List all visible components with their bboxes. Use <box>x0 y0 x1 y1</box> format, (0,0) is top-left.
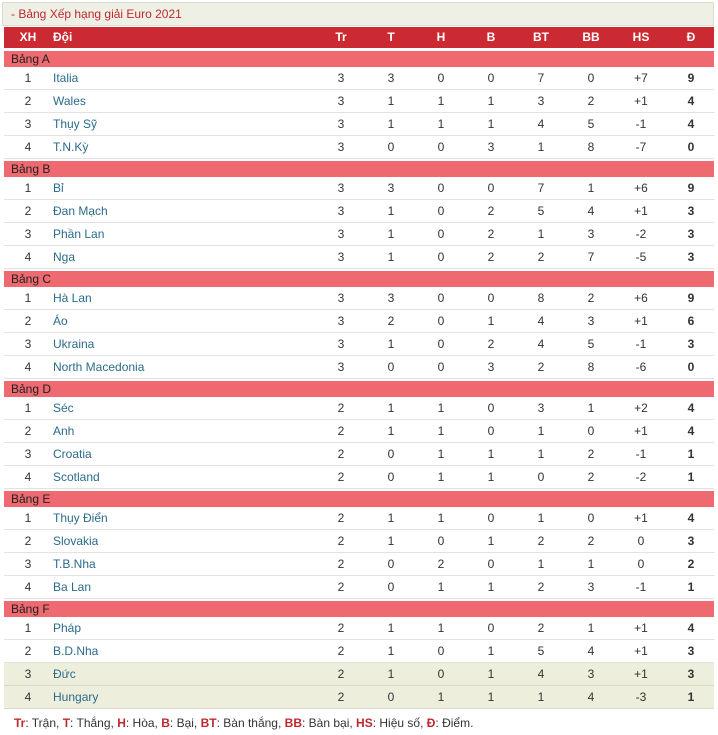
wins-cell: 3 <box>387 291 395 305</box>
goals-for-cell: 1 <box>537 511 545 525</box>
legend-abbr: Tr <box>14 716 26 730</box>
goal-diff-cell: -2 <box>635 227 647 241</box>
goals-against-cell: 2 <box>587 291 595 305</box>
draws-cell: 0 <box>437 534 445 548</box>
wins-cell: 0 <box>387 360 395 374</box>
played-cell: 3 <box>337 94 345 108</box>
header-goals-for: BT <box>533 30 549 44</box>
rank-cell: 3 <box>24 557 32 571</box>
team-name[interactable]: Đan Mạch <box>53 204 108 218</box>
played-cell: 3 <box>337 314 345 328</box>
played-cell: 2 <box>337 470 345 484</box>
played-cell: 2 <box>337 621 345 635</box>
goals-for-cell: 2 <box>537 621 545 635</box>
wins-cell: 1 <box>387 337 395 351</box>
goals-for-cell: 1 <box>537 227 545 241</box>
goal-diff-cell: -1 <box>635 580 647 594</box>
points-cell: 4 <box>687 621 695 635</box>
goals-for-cell: 1 <box>537 557 545 571</box>
team-name[interactable]: B.D.Nha <box>53 644 99 658</box>
legend-text: : Thắng, <box>70 716 118 730</box>
legend-text: : Hòa, <box>125 716 162 730</box>
rank-cell: 3 <box>24 117 32 131</box>
draws-cell: 0 <box>437 291 445 305</box>
goal-diff-cell: +6 <box>634 181 648 195</box>
rank-cell: 4 <box>24 690 32 704</box>
wins-cell: 1 <box>387 250 395 264</box>
rank-cell: 1 <box>24 511 32 525</box>
header-rank: XH <box>19 30 37 44</box>
wins-cell: 3 <box>387 71 395 85</box>
played-cell: 3 <box>337 337 345 351</box>
losses-cell: 2 <box>487 250 495 264</box>
played-cell: 3 <box>337 360 345 374</box>
points-cell: 0 <box>687 360 695 374</box>
losses-cell: 0 <box>487 424 495 438</box>
goals-against-cell: 1 <box>587 181 595 195</box>
played-cell: 2 <box>337 534 345 548</box>
table-row <box>4 553 714 576</box>
wins-cell: 0 <box>387 557 395 571</box>
losses-cell: 0 <box>487 557 495 571</box>
wins-cell: 1 <box>387 644 395 658</box>
rank-cell: 4 <box>24 470 32 484</box>
table-row <box>4 333 714 356</box>
points-cell: 9 <box>687 291 695 305</box>
losses-cell: 1 <box>487 644 495 658</box>
goals-for-cell: 1 <box>537 447 545 461</box>
losses-cell: 1 <box>487 470 495 484</box>
losses-cell: 0 <box>487 181 495 195</box>
draws-cell: 1 <box>437 117 445 131</box>
goals-against-cell: 4 <box>587 644 595 658</box>
goal-diff-cell: +1 <box>634 94 648 108</box>
draws-cell: 0 <box>437 360 445 374</box>
points-cell: 1 <box>687 580 695 594</box>
table-row <box>4 640 714 663</box>
legend-abbr: B <box>161 716 170 730</box>
group-label: Bảng C <box>4 271 714 287</box>
goals-against-cell: 3 <box>587 667 595 681</box>
wins-cell: 1 <box>387 534 395 548</box>
points-cell: 2 <box>687 557 695 571</box>
legend-text: : Điểm. <box>435 716 474 730</box>
table-row <box>4 67 714 90</box>
played-cell: 3 <box>337 140 345 154</box>
played-cell: 3 <box>337 291 345 305</box>
goal-diff-cell: +1 <box>634 204 648 218</box>
team-name[interactable]: Croatia <box>53 447 92 461</box>
table-row <box>4 90 714 113</box>
table-row <box>4 287 714 310</box>
goal-diff-cell: +1 <box>634 644 648 658</box>
losses-cell: 1 <box>487 580 495 594</box>
points-cell: 3 <box>687 644 695 658</box>
header-played: Tr <box>335 30 347 44</box>
draws-cell: 1 <box>437 470 445 484</box>
goal-diff-cell: -1 <box>635 447 647 461</box>
goals-against-cell: 2 <box>587 470 595 484</box>
draws-cell: 2 <box>437 557 445 571</box>
goals-against-cell: 2 <box>587 534 595 548</box>
losses-cell: 1 <box>487 534 495 548</box>
team-name[interactable]: T.N.Kỳ <box>53 140 89 154</box>
losses-cell: 2 <box>487 204 495 218</box>
goal-diff-cell: 0 <box>637 534 645 548</box>
table-row <box>4 310 714 333</box>
goals-for-cell: 1 <box>537 424 545 438</box>
goal-diff-cell: +1 <box>634 424 648 438</box>
goals-for-cell: 4 <box>537 117 545 131</box>
rank-cell: 2 <box>24 314 32 328</box>
legend <box>14 715 473 731</box>
goals-for-cell: 7 <box>537 71 545 85</box>
goals-for-cell: 1 <box>537 140 545 154</box>
team-name[interactable]: Anh <box>53 424 75 438</box>
page-title: - Bảng Xếp hạng giải Euro 2021 <box>2 2 714 26</box>
played-cell: 2 <box>337 447 345 461</box>
team-name[interactable]: Pháp <box>53 621 82 635</box>
legend-abbr: BT <box>200 716 217 730</box>
table-row <box>4 356 714 379</box>
goals-for-cell: 2 <box>537 360 545 374</box>
goals-for-cell: 2 <box>537 250 545 264</box>
played-cell: 3 <box>337 250 345 264</box>
goal-diff-cell: -3 <box>635 690 647 704</box>
losses-cell: 3 <box>487 360 495 374</box>
points-cell: 9 <box>687 181 695 195</box>
rank-cell: 2 <box>24 204 32 218</box>
goals-against-cell: 3 <box>587 314 595 328</box>
wins-cell: 1 <box>387 621 395 635</box>
wins-cell: 2 <box>387 314 395 328</box>
played-cell: 2 <box>337 511 345 525</box>
goal-diff-cell: 0 <box>637 557 645 571</box>
goal-diff-cell: -2 <box>635 470 647 484</box>
legend-text: : Bàn bại, <box>302 716 357 730</box>
losses-cell: 1 <box>487 94 495 108</box>
rank-cell: 3 <box>24 667 32 681</box>
goal-diff-cell: +1 <box>634 667 648 681</box>
table-row <box>4 246 714 269</box>
goals-against-cell: 1 <box>587 557 595 571</box>
losses-cell: 1 <box>487 690 495 704</box>
goals-against-cell: 7 <box>587 250 595 264</box>
rank-cell: 1 <box>24 71 32 85</box>
losses-cell: 2 <box>487 337 495 351</box>
wins-cell: 1 <box>387 511 395 525</box>
draws-cell: 0 <box>437 250 445 264</box>
goal-diff-cell: +1 <box>634 621 648 635</box>
draws-cell: 0 <box>437 71 445 85</box>
points-cell: 1 <box>687 690 695 704</box>
goals-against-cell: 8 <box>587 360 595 374</box>
rank-cell: 1 <box>24 401 32 415</box>
wins-cell: 1 <box>387 204 395 218</box>
legend-text: : Trận, <box>25 716 63 730</box>
team-name[interactable]: Bỉ <box>53 181 64 195</box>
losses-cell: 1 <box>487 117 495 131</box>
goals-against-cell: 2 <box>587 94 595 108</box>
draws-cell: 0 <box>437 337 445 351</box>
points-cell: 4 <box>687 424 695 438</box>
team-name[interactable]: North Macedonia <box>53 360 145 374</box>
points-cell: 1 <box>687 470 695 484</box>
table-header <box>4 27 714 48</box>
goal-diff-cell: +1 <box>634 511 648 525</box>
team-name[interactable]: Wales <box>53 94 86 108</box>
losses-cell: 0 <box>487 401 495 415</box>
goal-diff-cell: -5 <box>635 250 647 264</box>
goals-for-cell: 8 <box>537 291 545 305</box>
played-cell: 2 <box>337 557 345 571</box>
table-row <box>4 507 714 530</box>
table-row <box>4 420 714 443</box>
draws-cell: 1 <box>437 690 445 704</box>
goal-diff-cell: -7 <box>635 140 647 154</box>
rank-cell: 1 <box>24 181 32 195</box>
table-row <box>4 223 714 246</box>
goals-for-cell: 2 <box>537 534 545 548</box>
points-cell: 3 <box>687 250 695 264</box>
team-name[interactable]: Thụy Sỹ <box>53 117 98 131</box>
rank-cell: 2 <box>24 424 32 438</box>
table-row <box>4 576 714 599</box>
goals-against-cell: 2 <box>587 447 595 461</box>
goals-against-cell: 3 <box>587 580 595 594</box>
header-draws: H <box>436 30 446 44</box>
goals-for-cell: 1 <box>537 690 545 704</box>
team-name[interactable]: Italia <box>53 71 79 85</box>
legend-abbr: H <box>117 716 126 730</box>
points-cell: 4 <box>687 94 695 108</box>
points-cell: 1 <box>687 447 695 461</box>
team-name[interactable]: Hà Lan <box>53 291 92 305</box>
team-name[interactable]: Séc <box>53 401 74 415</box>
group-label: Bảng E <box>4 491 714 507</box>
points-cell: 0 <box>687 140 695 154</box>
played-cell: 2 <box>337 580 345 594</box>
goals-against-cell: 4 <box>587 204 595 218</box>
wins-cell: 1 <box>387 424 395 438</box>
wins-cell: 0 <box>387 447 395 461</box>
points-cell: 3 <box>687 227 695 241</box>
goals-against-cell: 5 <box>587 117 595 131</box>
played-cell: 3 <box>337 181 345 195</box>
goals-for-cell: 2 <box>537 580 545 594</box>
draws-cell: 0 <box>437 181 445 195</box>
goals-for-cell: 4 <box>537 337 545 351</box>
rank-cell: 1 <box>24 291 32 305</box>
played-cell: 3 <box>337 71 345 85</box>
wins-cell: 0 <box>387 470 395 484</box>
goals-against-cell: 0 <box>587 424 595 438</box>
goals-against-cell: 5 <box>587 337 595 351</box>
team-name[interactable]: T.B.Nha <box>53 557 96 571</box>
table-row <box>4 466 714 489</box>
wins-cell: 3 <box>387 181 395 195</box>
table-row <box>4 617 714 640</box>
goals-for-cell: 5 <box>537 204 545 218</box>
draws-cell: 0 <box>437 227 445 241</box>
goal-diff-cell: -1 <box>635 117 647 131</box>
wins-cell: 1 <box>387 227 395 241</box>
points-cell: 3 <box>687 204 695 218</box>
wins-cell: 1 <box>387 401 395 415</box>
legend-abbr: HS <box>356 716 373 730</box>
rank-cell: 3 <box>24 227 32 241</box>
goals-against-cell: 0 <box>587 511 595 525</box>
goals-for-cell: 3 <box>537 94 545 108</box>
table-row <box>4 136 714 159</box>
table-row <box>4 443 714 466</box>
played-cell: 2 <box>337 424 345 438</box>
points-cell: 4 <box>687 401 695 415</box>
points-cell: 3 <box>687 337 695 351</box>
team-name[interactable]: Áo <box>53 314 68 328</box>
team-name[interactable]: Ba Lan <box>53 580 92 594</box>
team-name[interactable]: Slovakia <box>53 534 99 548</box>
draws-cell: 1 <box>437 447 445 461</box>
wins-cell: 1 <box>387 94 395 108</box>
legend-text: : Bại, <box>169 716 201 730</box>
table-row <box>4 397 714 420</box>
losses-cell: 0 <box>487 71 495 85</box>
group-label: Bảng F <box>4 601 714 617</box>
rank-cell: 4 <box>24 580 32 594</box>
goals-for-cell: 3 <box>537 401 545 415</box>
table-row <box>4 177 714 200</box>
played-cell: 2 <box>337 401 345 415</box>
points-cell: 3 <box>687 667 695 681</box>
header-goal-diff: HS <box>632 30 650 44</box>
team-name[interactable]: Thụy Điển <box>53 511 108 525</box>
goals-against-cell: 0 <box>587 71 595 85</box>
losses-cell: 0 <box>487 291 495 305</box>
goal-diff-cell: +1 <box>634 314 648 328</box>
losses-cell: 1 <box>487 447 495 461</box>
group-label: Bảng A <box>4 51 714 67</box>
header-points: Đ <box>686 30 696 44</box>
played-cell: 2 <box>337 667 345 681</box>
table-row <box>4 530 714 553</box>
goals-against-cell: 3 <box>587 227 595 241</box>
team-name[interactable]: Scotland <box>53 470 100 484</box>
team-name[interactable]: Phần Lan <box>53 227 105 241</box>
draws-cell: 0 <box>437 314 445 328</box>
goal-diff-cell: +2 <box>634 401 648 415</box>
points-cell: 3 <box>687 534 695 548</box>
draws-cell: 1 <box>437 424 445 438</box>
goals-against-cell: 1 <box>587 401 595 415</box>
losses-cell: 1 <box>487 314 495 328</box>
legend-abbr: BB <box>284 716 302 730</box>
rank-cell: 1 <box>24 621 32 635</box>
team-name[interactable]: Nga <box>53 250 76 264</box>
goals-for-cell: 0 <box>537 470 545 484</box>
goal-diff-cell: -1 <box>635 337 647 351</box>
played-cell: 2 <box>337 644 345 658</box>
losses-cell: 0 <box>487 511 495 525</box>
legend-abbr: T <box>62 716 71 730</box>
header-losses: B <box>486 30 496 44</box>
group-label: Bảng D <box>4 381 714 397</box>
table-row <box>4 113 714 136</box>
team-name[interactable]: Đức <box>53 667 76 681</box>
wins-cell: 0 <box>387 140 395 154</box>
rank-cell: 4 <box>24 140 32 154</box>
points-cell: 4 <box>687 511 695 525</box>
wins-cell: 1 <box>387 117 395 131</box>
rank-cell: 3 <box>24 337 32 351</box>
rank-cell: 2 <box>24 644 32 658</box>
draws-cell: 0 <box>437 204 445 218</box>
draws-cell: 0 <box>437 140 445 154</box>
goals-against-cell: 1 <box>587 621 595 635</box>
goals-for-cell: 5 <box>537 644 545 658</box>
goals-for-cell: 4 <box>537 667 545 681</box>
wins-cell: 0 <box>387 690 395 704</box>
rank-cell: 3 <box>24 447 32 461</box>
goals-against-cell: 4 <box>587 690 595 704</box>
goal-diff-cell: +7 <box>634 71 648 85</box>
goals-for-cell: 7 <box>537 181 545 195</box>
table-row <box>4 200 714 223</box>
draws-cell: 1 <box>437 621 445 635</box>
points-cell: 6 <box>687 314 695 328</box>
rank-cell: 4 <box>24 250 32 264</box>
played-cell: 3 <box>337 204 345 218</box>
points-cell: 9 <box>687 71 695 85</box>
played-cell: 3 <box>337 117 345 131</box>
goals-for-cell: 4 <box>537 314 545 328</box>
legend-text: : Bàn thắng, <box>216 716 285 730</box>
losses-cell: 2 <box>487 227 495 241</box>
points-cell: 4 <box>687 117 695 131</box>
header-wins: T <box>387 30 395 44</box>
draws-cell: 1 <box>437 94 445 108</box>
rank-cell: 2 <box>24 94 32 108</box>
goal-diff-cell: +6 <box>634 291 648 305</box>
draws-cell: 0 <box>437 667 445 681</box>
played-cell: 3 <box>337 227 345 241</box>
team-name[interactable]: Ukraina <box>53 337 95 351</box>
rank-cell: 2 <box>24 534 32 548</box>
legend-text: : Hiệu số, <box>372 716 427 730</box>
goal-diff-cell: -6 <box>635 360 647 374</box>
goals-against-cell: 8 <box>587 140 595 154</box>
losses-cell: 1 <box>487 667 495 681</box>
losses-cell: 0 <box>487 621 495 635</box>
header-goals-against: BB <box>582 30 600 44</box>
draws-cell: 1 <box>437 401 445 415</box>
table-row <box>4 686 714 709</box>
draws-cell: 1 <box>437 580 445 594</box>
group-label: Bảng B <box>4 161 714 177</box>
wins-cell: 1 <box>387 667 395 681</box>
table-row <box>4 663 714 686</box>
played-cell: 2 <box>337 690 345 704</box>
header-team: Đội <box>53 30 73 44</box>
team-name[interactable]: Hungary <box>53 690 99 704</box>
rank-cell: 4 <box>24 360 32 374</box>
legend-abbr: Đ <box>426 716 436 730</box>
wins-cell: 0 <box>387 580 395 594</box>
draws-cell: 0 <box>437 644 445 658</box>
draws-cell: 1 <box>437 511 445 525</box>
losses-cell: 3 <box>487 140 495 154</box>
